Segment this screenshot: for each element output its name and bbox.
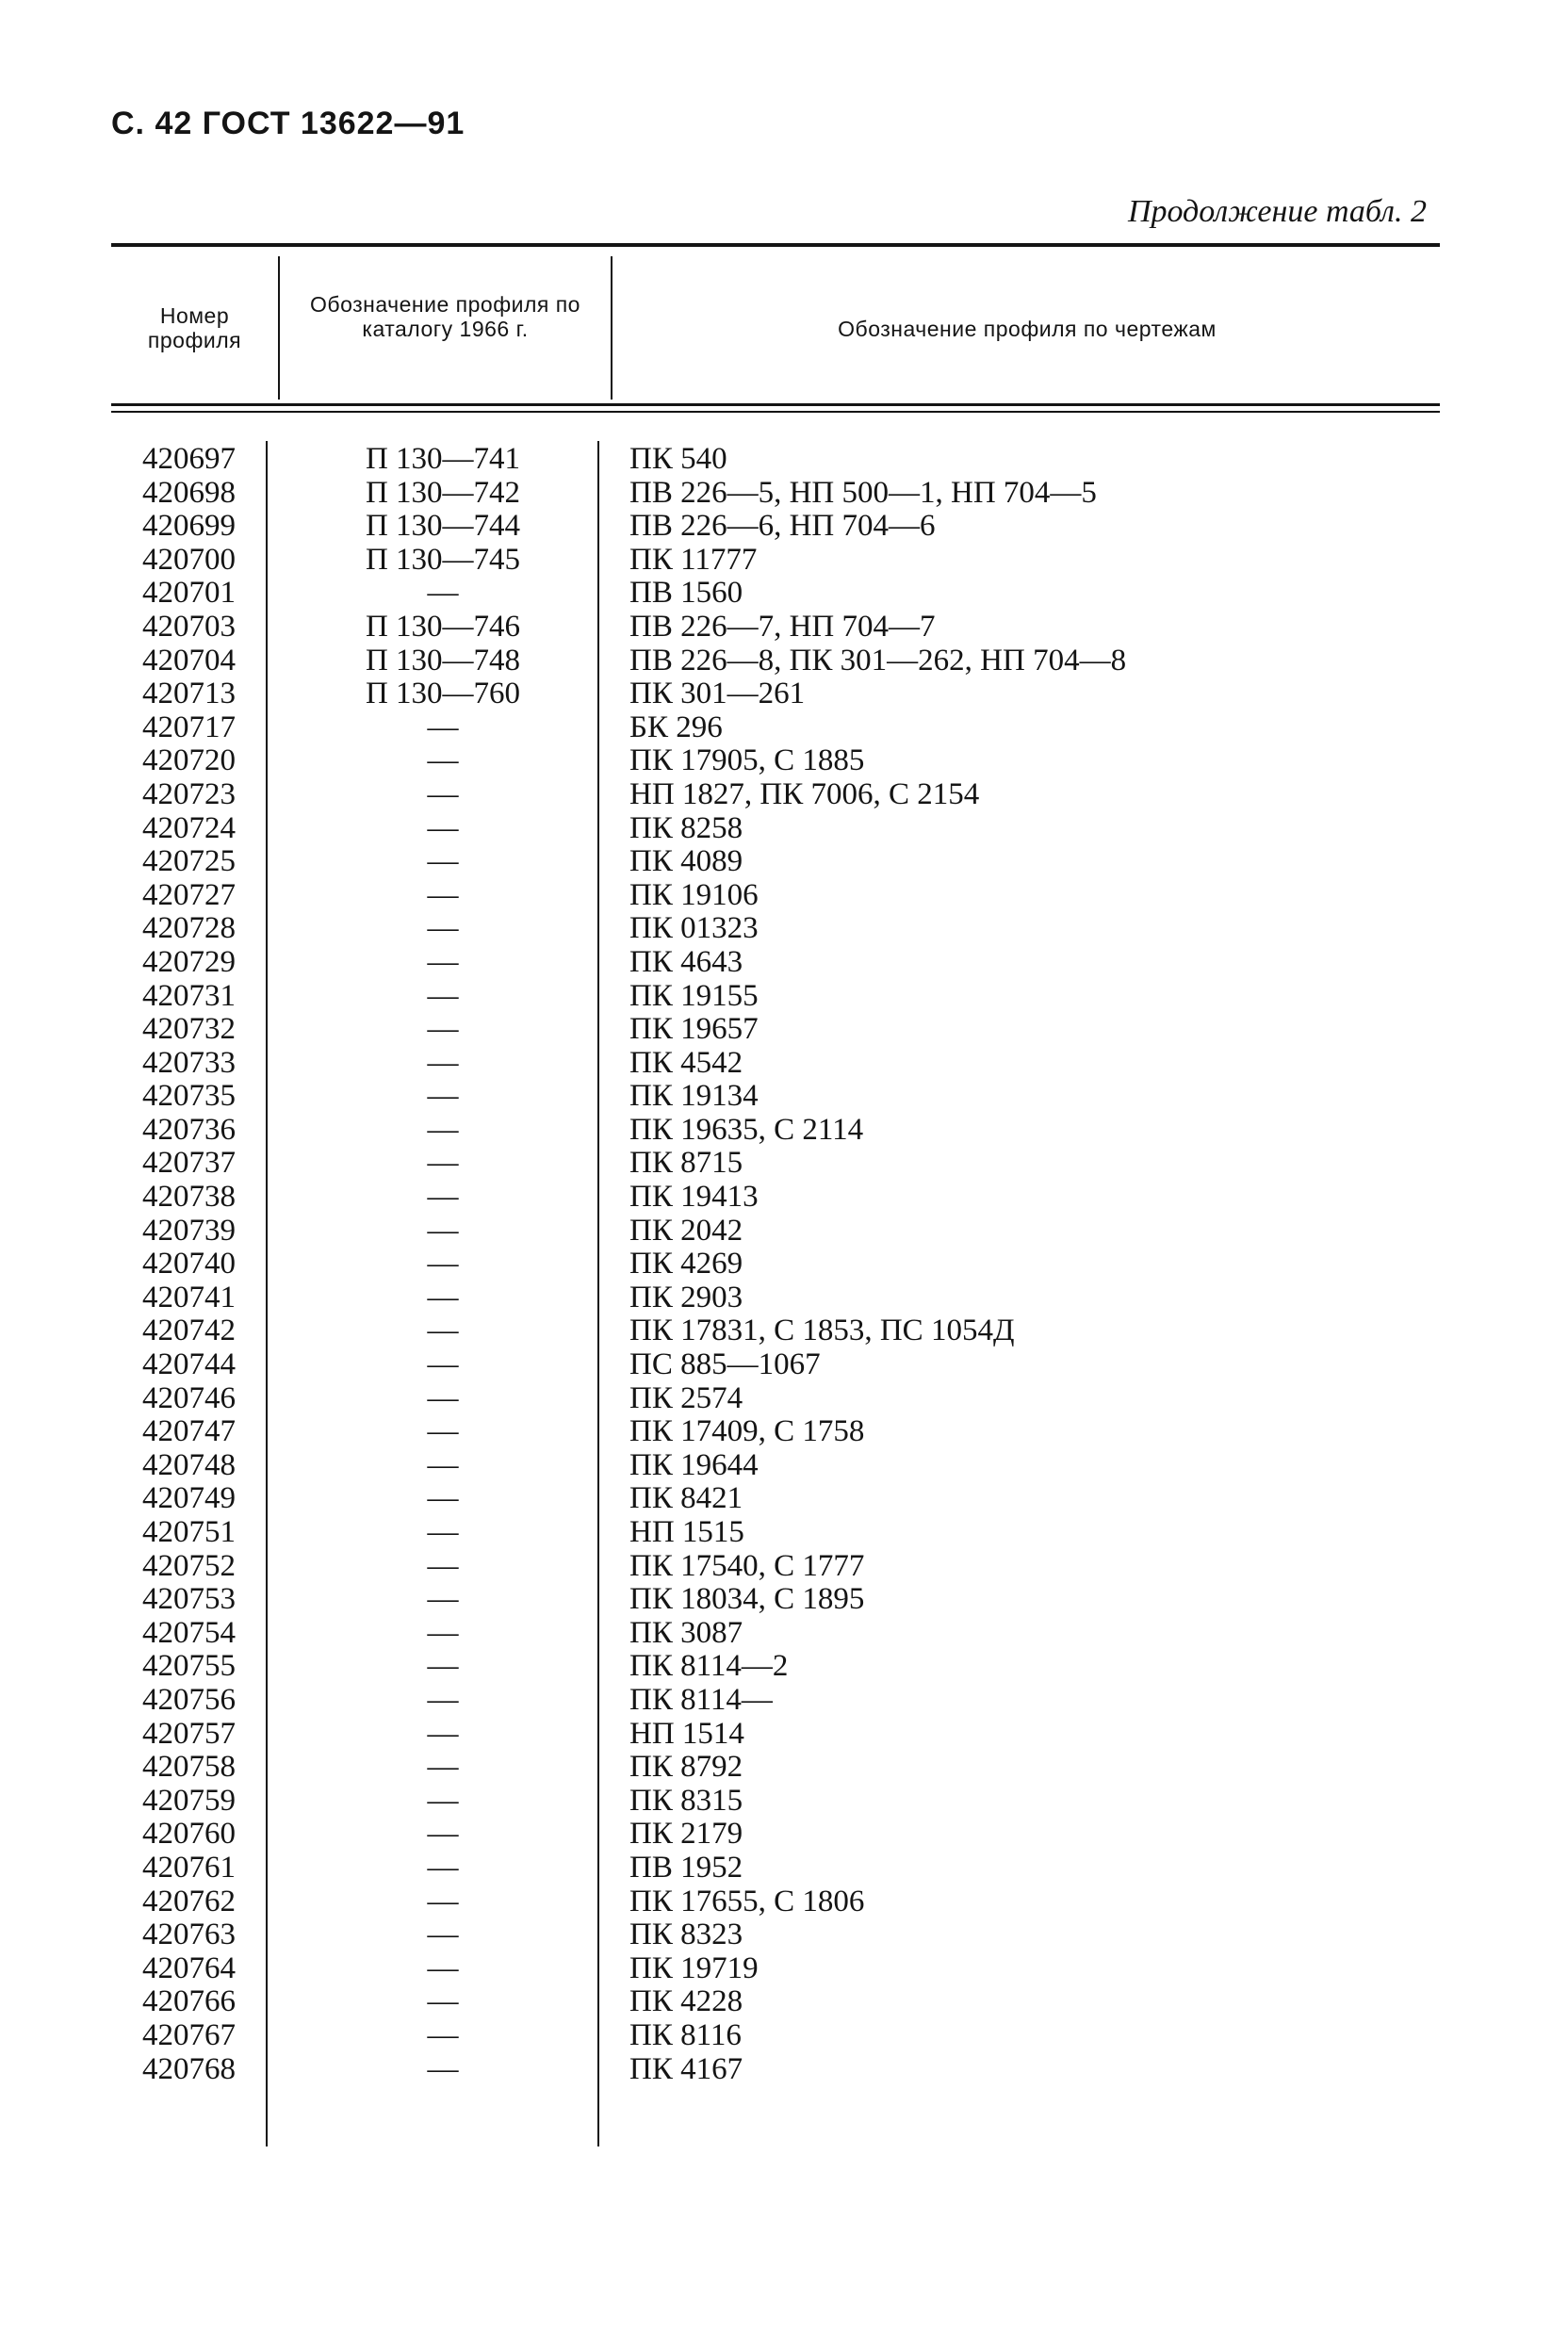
profile-number-cell: 420753 (142, 1582, 236, 1617)
catalog-designation-cell: — (427, 1548, 459, 1583)
drawing-designation-cell: ПК 8421 (629, 1481, 743, 1516)
profile-number-cell: 420755 (142, 1649, 236, 1684)
catalog-designation-cell: — (427, 1716, 459, 1751)
catalog-designation-cell: — (427, 1783, 459, 1818)
catalog-designation-cell: — (427, 710, 459, 744)
drawing-designation-cell: ПК 18034, С 1895 (629, 1582, 865, 1617)
table-row (0, 1516, 1568, 1550)
table-row (0, 1985, 1568, 2019)
drawing-designation-cell: ПК 19134 (629, 1079, 759, 1114)
profile-number-cell: 420700 (142, 542, 236, 577)
drawing-designation-cell: ПК 17540, С 1777 (629, 1548, 865, 1583)
profile-number-cell: 420701 (142, 576, 236, 611)
profile-number-cell: 420760 (142, 1817, 236, 1852)
profile-number-cell: 420748 (142, 1447, 236, 1482)
drawing-designation-cell: ПК 2179 (629, 1817, 743, 1852)
catalog-designation-cell: — (427, 1247, 459, 1281)
table-row (0, 711, 1568, 745)
profile-number-cell: 420727 (142, 877, 236, 912)
profile-number-cell: 420766 (142, 1984, 236, 2019)
profile-number-cell: 420704 (142, 643, 236, 677)
profile-number-cell: 420761 (142, 1850, 236, 1885)
profile-number-cell: 420699 (142, 509, 236, 544)
drawing-designation-cell: ПВ 226—7, НП 704—7 (629, 609, 936, 644)
table-row (0, 946, 1568, 980)
drawing-designation-cell: ПК 301—261 (629, 677, 806, 711)
table-row (0, 510, 1568, 544)
header-column-divider-1 (278, 256, 280, 400)
drawing-designation-cell: ПВ 226—5, НП 500—1, НП 704—5 (629, 475, 1097, 510)
catalog-designation-cell: — (427, 743, 459, 778)
profile-number-cell: 420751 (142, 1515, 236, 1549)
profile-number-cell: 420768 (142, 2051, 236, 2086)
catalog-designation-cell: — (427, 1950, 459, 1985)
drawing-designation-cell: ПК 8715 (629, 1146, 743, 1181)
profile-number-cell: 420740 (142, 1247, 236, 1281)
drawing-designation-cell: ПК 2574 (629, 1380, 743, 1415)
profile-number-cell: 420729 (142, 944, 236, 979)
table-body (0, 443, 1568, 2086)
drawing-designation-cell: ПК 01323 (629, 911, 759, 946)
table-row (0, 1415, 1568, 1449)
table-row (0, 1314, 1568, 1348)
profile-number-cell: 420731 (142, 978, 236, 1013)
drawing-designation-cell: ПК 19413 (629, 1180, 759, 1215)
catalog-designation-cell: П 130—746 (365, 609, 521, 644)
table-row (0, 1080, 1568, 1114)
catalog-designation-cell: — (427, 1447, 459, 1482)
catalog-designation-cell: — (427, 2017, 459, 2052)
catalog-designation-cell: — (427, 1682, 459, 1717)
profile-number-cell: 420733 (142, 1045, 236, 1080)
drawing-designation-cell: ПК 19155 (629, 978, 759, 1013)
catalog-designation-cell: — (427, 1213, 459, 1248)
drawing-designation-cell: ПК 4228 (629, 1984, 743, 2019)
profile-number-cell: 420697 (142, 442, 236, 476)
table-row (0, 1248, 1568, 1281)
drawing-designation-cell: ПК 19644 (629, 1447, 759, 1482)
table-row (0, 645, 1568, 678)
drawing-designation-cell: ПК 8114—2 (629, 1649, 789, 1684)
table-row (0, 1013, 1568, 1047)
page-header: С. 42 ГОСТ 13622—91 (111, 106, 466, 141)
table-row (0, 1650, 1568, 1684)
table-row (0, 1382, 1568, 1416)
catalog-designation-cell: — (427, 1984, 459, 2019)
profile-number-cell: 420764 (142, 1950, 236, 1985)
catalog-designation-cell: — (427, 1180, 459, 1215)
profile-number-cell: 420757 (142, 1716, 236, 1751)
column-header-profile-number: Номер профиля (147, 303, 242, 352)
profile-number-cell: 420752 (142, 1548, 236, 1583)
table-row (0, 477, 1568, 511)
table-row (0, 1550, 1568, 1584)
drawing-designation-cell: ПК 19106 (629, 877, 759, 912)
drawing-designation-cell: ПК 8258 (629, 810, 743, 845)
drawing-designation-cell: ПВ 1952 (629, 1850, 743, 1885)
table-row (0, 845, 1568, 879)
table-row (0, 812, 1568, 846)
profile-number-cell: 420754 (142, 1615, 236, 1650)
table-row (0, 744, 1568, 778)
drawing-designation-cell: ПС 885—1067 (629, 1347, 821, 1382)
drawing-designation-cell: ПК 17409, С 1758 (629, 1414, 865, 1449)
drawing-designation-cell: ПВ 226—8, ПК 301—262, НП 704—8 (629, 643, 1127, 677)
drawing-designation-cell: ПК 2903 (629, 1280, 743, 1314)
profile-number-cell: 420762 (142, 1884, 236, 1918)
catalog-designation-cell: П 130—741 (365, 442, 521, 476)
drawing-designation-cell: НП 1514 (629, 1716, 744, 1751)
table-top-rule (111, 243, 1440, 247)
profile-number-cell: 420746 (142, 1380, 236, 1415)
table-row (0, 1482, 1568, 1516)
drawing-designation-cell: ПК 8114— (629, 1682, 773, 1717)
profile-number-cell: 420724 (142, 810, 236, 845)
table-row (0, 1114, 1568, 1148)
catalog-designation-cell: — (427, 1515, 459, 1549)
catalog-designation-cell: — (427, 978, 459, 1013)
column-header-drawing-designation: Обозначение профиля по чертежам (838, 317, 1217, 341)
drawing-designation-cell: ПК 4167 (629, 2051, 743, 2086)
catalog-designation-cell: — (427, 1112, 459, 1147)
catalog-designation-cell: — (427, 810, 459, 845)
column-header-catalog-1966: Обозначение профиля по каталогу 1966 г. (310, 292, 580, 341)
catalog-designation-cell: П 130—760 (365, 677, 521, 711)
profile-number-cell: 420749 (142, 1481, 236, 1516)
table-row (0, 1751, 1568, 1785)
table-row (0, 1047, 1568, 1081)
table-row (0, 1852, 1568, 1885)
catalog-designation-cell: — (427, 1012, 459, 1047)
profile-number-cell: 420717 (142, 710, 236, 744)
table-row (0, 778, 1568, 812)
profile-number-cell: 420763 (142, 1918, 236, 1952)
drawing-designation-cell: ПК 4542 (629, 1045, 743, 1080)
drawing-designation-cell: ПК 2042 (629, 1213, 743, 1248)
drawing-designation-cell: ПК 8116 (629, 2017, 742, 2052)
catalog-designation-cell: — (427, 2051, 459, 2086)
profile-number-cell: 420735 (142, 1079, 236, 1114)
table-row (0, 1181, 1568, 1215)
table-row (0, 577, 1568, 611)
profile-number-cell: 420736 (142, 1112, 236, 1147)
profile-number-cell: 420759 (142, 1783, 236, 1818)
catalog-designation-cell: — (427, 1750, 459, 1785)
profile-number-cell: 420747 (142, 1414, 236, 1449)
drawing-designation-cell: НП 1827, ПК 7006, С 2154 (629, 776, 980, 811)
table-row (0, 544, 1568, 578)
profile-number-cell: 420756 (142, 1682, 236, 1717)
header-bottom-rule (111, 403, 1440, 406)
profile-number-cell: 420737 (142, 1146, 236, 1181)
catalog-designation-cell: — (427, 1045, 459, 1080)
drawing-designation-cell: ПК 19719 (629, 1950, 759, 1985)
profile-number-cell: 420713 (142, 677, 236, 711)
catalog-designation-cell: П 130—745 (365, 542, 521, 577)
table-row (0, 677, 1568, 711)
table-row (0, 1718, 1568, 1752)
header-bottom-rule-double (111, 411, 1440, 413)
table-row (0, 1785, 1568, 1819)
profile-number-cell: 420703 (142, 609, 236, 644)
catalog-designation-cell: — (427, 1884, 459, 1918)
table-row (0, 879, 1568, 913)
profile-number-cell: 420732 (142, 1012, 236, 1047)
catalog-designation-cell: — (427, 1414, 459, 1449)
catalog-designation-cell: П 130—748 (365, 643, 521, 677)
catalog-designation-cell: — (427, 1380, 459, 1415)
catalog-designation-cell: — (427, 1615, 459, 1650)
table-row (0, 1583, 1568, 1617)
profile-number-cell: 420739 (142, 1213, 236, 1248)
table-row (0, 1215, 1568, 1249)
profile-number-cell: 420728 (142, 911, 236, 946)
catalog-designation-cell: — (427, 1850, 459, 1885)
profile-number-cell: 420767 (142, 2017, 236, 2052)
drawing-designation-cell: ПК 4643 (629, 944, 743, 979)
table-row (0, 912, 1568, 946)
table-row (0, 1818, 1568, 1852)
table-row (0, 443, 1568, 477)
catalog-designation-cell: — (427, 1314, 459, 1348)
drawing-designation-cell: ПК 19635, С 2114 (629, 1112, 864, 1147)
catalog-designation-cell: — (427, 1280, 459, 1314)
drawing-designation-cell: ПК 17655, С 1806 (629, 1884, 865, 1918)
table-row (0, 1684, 1568, 1718)
catalog-designation-cell: — (427, 1649, 459, 1684)
table-row (0, 611, 1568, 645)
catalog-designation-cell: П 130—742 (365, 475, 521, 510)
profile-number-cell: 420725 (142, 844, 236, 879)
profile-number-cell: 420698 (142, 475, 236, 510)
drawing-designation-cell: ПК 4269 (629, 1247, 743, 1281)
drawing-designation-cell: ПК 540 (629, 442, 727, 476)
table-row (0, 1147, 1568, 1181)
catalog-designation-cell: — (427, 844, 459, 879)
drawing-designation-cell: ПК 3087 (629, 1615, 743, 1650)
drawing-designation-cell: ПК 19657 (629, 1012, 759, 1047)
catalog-designation-cell: П 130—744 (365, 509, 521, 544)
drawing-designation-cell: ПК 4089 (629, 844, 743, 879)
catalog-designation-cell: — (427, 1146, 459, 1181)
catalog-designation-cell: — (427, 1481, 459, 1516)
drawing-designation-cell: ПВ 1560 (629, 576, 743, 611)
table-row (0, 1952, 1568, 1986)
catalog-designation-cell: — (427, 944, 459, 979)
catalog-designation-cell: — (427, 911, 459, 946)
profile-number-cell: 420738 (142, 1180, 236, 1215)
header-column-divider-2 (611, 256, 612, 400)
drawing-designation-cell: ПК 17831, С 1853, ПС 1054Д (629, 1314, 1015, 1348)
table-row (0, 1348, 1568, 1382)
table-row (0, 1885, 1568, 1919)
drawing-designation-cell: ПК 8323 (629, 1918, 743, 1952)
drawing-designation-cell: ПК 8792 (629, 1750, 743, 1785)
drawing-designation-cell: ПК 17905, С 1885 (629, 743, 865, 778)
table-row (0, 2019, 1568, 2053)
drawing-designation-cell: ПК 8315 (629, 1783, 743, 1818)
table-row (0, 1918, 1568, 1952)
catalog-designation-cell: — (427, 1817, 459, 1852)
catalog-designation-cell: — (427, 1918, 459, 1952)
profile-number-cell: 420758 (142, 1750, 236, 1785)
drawing-designation-cell: ПВ 226—6, НП 704—6 (629, 509, 936, 544)
table-row (0, 1449, 1568, 1483)
catalog-designation-cell: — (427, 576, 459, 611)
table-row (0, 1617, 1568, 1651)
profile-number-cell: 420742 (142, 1314, 236, 1348)
drawing-designation-cell: ПК 11777 (629, 542, 758, 577)
table-continuation-label: Продолжение табл. 2 (1127, 194, 1427, 229)
profile-number-cell: 420744 (142, 1347, 236, 1382)
profile-number-cell: 420741 (142, 1280, 236, 1314)
profile-number-cell: 420723 (142, 776, 236, 811)
profile-number-cell: 420720 (142, 743, 236, 778)
catalog-designation-cell: — (427, 1582, 459, 1617)
table-row (0, 1281, 1568, 1315)
catalog-designation-cell: — (427, 877, 459, 912)
drawing-designation-cell: НП 1515 (629, 1515, 744, 1549)
table-row (0, 2053, 1568, 2087)
table-row (0, 980, 1568, 1014)
catalog-designation-cell: — (427, 1079, 459, 1114)
catalog-designation-cell: — (427, 1347, 459, 1382)
drawing-designation-cell: БК 296 (629, 710, 723, 744)
catalog-designation-cell: — (427, 776, 459, 811)
